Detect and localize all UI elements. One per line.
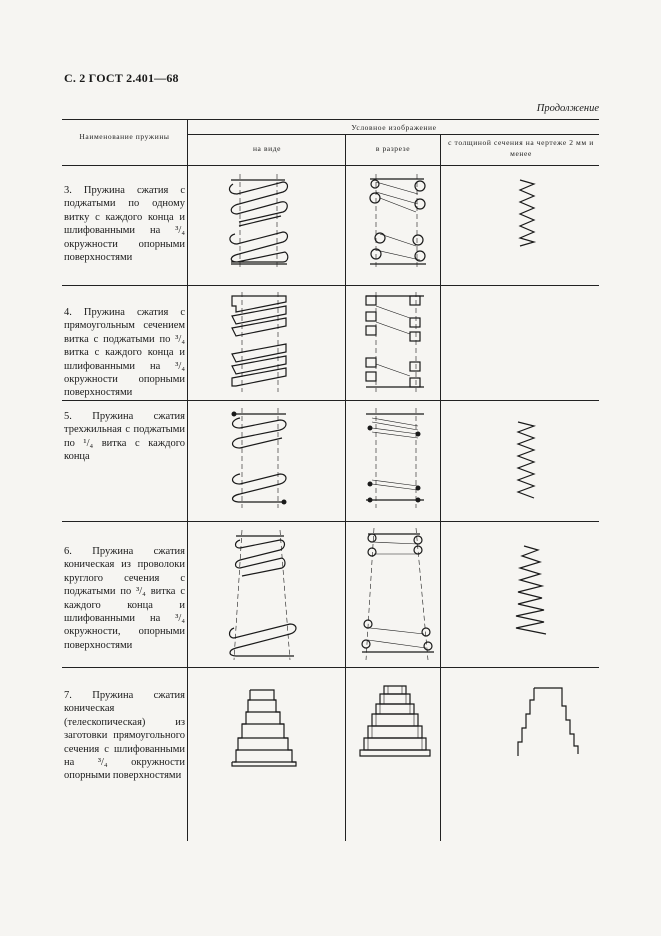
row-rule-1 [62, 285, 599, 286]
row-5-description: 5. Пружина сжатия трехжильная с поджатыми по ¹/₄ витка с каждого конца [64, 411, 185, 463]
row-3-view-drawing [225, 174, 295, 269]
row-5-section-drawing [362, 408, 436, 508]
header-bottom-rule [62, 165, 599, 166]
row-3-section-drawing [362, 174, 436, 269]
header-in-section: в разрезе [375, 144, 411, 153]
row-5-view-drawing [228, 408, 294, 508]
row-7-view-drawing [230, 686, 300, 770]
row-5-thin-drawing [512, 420, 540, 500]
row-6-description: 6. Пружина сжатия коническая из проволоки круглого сечения с поджатыми по ³/₄ витка с каждого конца и шлифованными на ³/₄ окружности, опорными поверхностями [64, 546, 185, 651]
continuation-label: Продолжение [536, 103, 599, 114]
row-4-section-drawing [362, 292, 436, 392]
row-6-thin-drawing [512, 544, 548, 636]
page-header: С. 2 ГОСТ 2.401—68 [64, 71, 179, 85]
header-thin-section: с толщиной сечения на чертеже 2 мм и менее [448, 138, 594, 158]
header-sub-rule [188, 134, 599, 135]
row-6-view-drawing [228, 530, 304, 660]
row-7-description: 7. Пружина сжатия коническая (телескопическая) из заготовки прямоугольного сечения с шлифованными на ³/₄ окружности опорными поверхностями [64, 690, 185, 782]
col-divider-3 [440, 134, 441, 841]
row-4-view-drawing [228, 292, 294, 392]
row-6-section-drawing [360, 528, 440, 660]
row-3-thin-drawing [514, 178, 540, 248]
table-top-rule [62, 119, 599, 120]
row-rule-4 [62, 667, 599, 668]
row-7-section-drawing [360, 684, 432, 760]
col-divider-1 [187, 119, 188, 841]
col-divider-2 [345, 134, 346, 841]
row-rule-3 [62, 521, 599, 522]
header-spring-name: Наименование пружины [79, 132, 170, 141]
header-conventional-image: Условное изображение [351, 123, 437, 132]
row-3-description: 3. Пружина сжатия с поджатыми по одному витку с каждого конца и шлифованными на ³/₄ окружности опорными поверхностями [64, 185, 185, 264]
row-4-description: 4. Пружина сжатия с прямоугольным сечением витка с поджатыми по ³/₄ витка с каждого конца и шлифованными на ³/₄ окружности опорными поверхностями [64, 307, 185, 399]
row-7-thin-drawing [516, 684, 582, 760]
row-rule-2 [62, 400, 599, 401]
header-in-view: на виде [252, 144, 282, 153]
